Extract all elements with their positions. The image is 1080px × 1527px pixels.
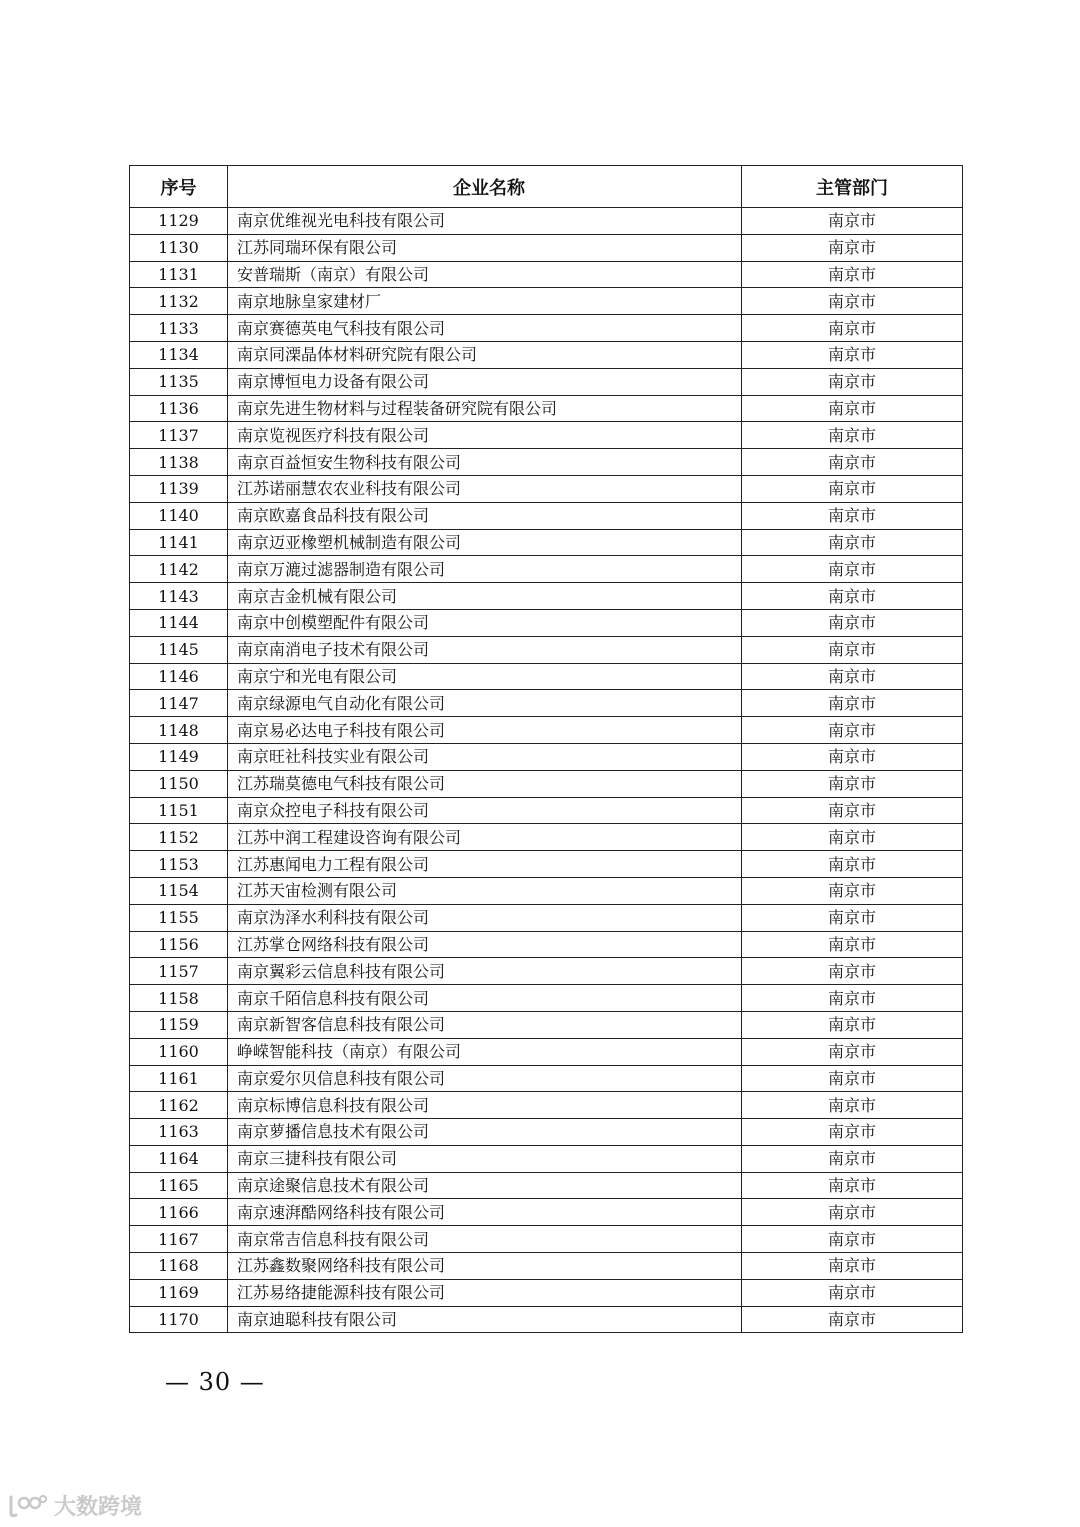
cell-company-name: 南京常吉信息科技有限公司 bbox=[228, 1226, 742, 1253]
cell-company-name: 峥嵘智能科技（南京）有限公司 bbox=[228, 1038, 742, 1065]
cell-department: 南京市 bbox=[742, 690, 963, 717]
cell-department: 南京市 bbox=[742, 985, 963, 1012]
table-row bbox=[130, 877, 963, 904]
table-row bbox=[130, 234, 963, 261]
cell-department: 南京市 bbox=[742, 1226, 963, 1253]
cell-serial-number: 1155 bbox=[130, 904, 228, 931]
cell-serial-number: 1168 bbox=[130, 1253, 228, 1280]
table-row bbox=[130, 315, 963, 342]
watermark bbox=[8, 1490, 142, 1521]
cell-company-name: 南京赛德英电气科技有限公司 bbox=[228, 315, 742, 342]
cell-company-name: 江苏瑞莫德电气科技有限公司 bbox=[228, 770, 742, 797]
table-row bbox=[130, 422, 963, 449]
header-department: 主管部门 bbox=[742, 166, 963, 208]
cell-department: 南京市 bbox=[742, 1253, 963, 1280]
table-row bbox=[130, 288, 963, 315]
cell-serial-number: 1161 bbox=[130, 1065, 228, 1092]
cell-department: 南京市 bbox=[742, 502, 963, 529]
cell-serial-number: 1132 bbox=[130, 288, 228, 315]
cell-department: 南京市 bbox=[742, 529, 963, 556]
cell-serial-number: 1138 bbox=[130, 449, 228, 476]
table-row bbox=[130, 1253, 963, 1280]
cell-company-name: 南京易必达电子科技有限公司 bbox=[228, 717, 742, 744]
table-row bbox=[130, 583, 963, 610]
cell-department: 南京市 bbox=[742, 1279, 963, 1306]
cell-department: 南京市 bbox=[742, 1199, 963, 1226]
cell-department: 南京市 bbox=[742, 931, 963, 958]
cell-department: 南京市 bbox=[742, 904, 963, 931]
cell-department: 南京市 bbox=[742, 1119, 963, 1146]
cell-company-name: 南京翼彩云信息科技有限公司 bbox=[228, 958, 742, 985]
table-row bbox=[130, 851, 963, 878]
page-number: — 30 — bbox=[165, 1368, 265, 1396]
watermark-text: 大数跨境 bbox=[54, 1495, 143, 1520]
cell-serial-number: 1146 bbox=[130, 663, 228, 690]
table-row bbox=[130, 1199, 963, 1226]
cell-department: 南京市 bbox=[742, 341, 963, 368]
table-row bbox=[130, 502, 963, 529]
cell-company-name: 江苏易络捷能源科技有限公司 bbox=[228, 1279, 742, 1306]
table-row bbox=[130, 475, 963, 502]
cell-serial-number: 1149 bbox=[130, 743, 228, 770]
table-row bbox=[130, 717, 963, 744]
cell-serial-number: 1134 bbox=[130, 341, 228, 368]
table-row bbox=[130, 636, 963, 663]
table-row bbox=[130, 609, 963, 636]
header-company-name: 企业名称 bbox=[228, 166, 742, 208]
cell-serial-number: 1136 bbox=[130, 395, 228, 422]
table-row bbox=[130, 556, 963, 583]
cell-company-name: 南京途聚信息技术有限公司 bbox=[228, 1172, 742, 1199]
cell-company-name: 南京同溧晶体材料研究院有限公司 bbox=[228, 341, 742, 368]
table-row bbox=[130, 931, 963, 958]
cell-department: 南京市 bbox=[742, 234, 963, 261]
cell-serial-number: 1140 bbox=[130, 502, 228, 529]
cell-department: 南京市 bbox=[742, 261, 963, 288]
cell-department: 南京市 bbox=[742, 1092, 963, 1119]
table-row bbox=[130, 663, 963, 690]
cell-department: 南京市 bbox=[742, 851, 963, 878]
cell-department: 南京市 bbox=[742, 315, 963, 342]
cell-serial-number: 1166 bbox=[130, 1199, 228, 1226]
cell-company-name: 南京众控电子科技有限公司 bbox=[228, 797, 742, 824]
table-row bbox=[130, 690, 963, 717]
cell-company-name: 江苏中润工程建设咨询有限公司 bbox=[228, 824, 742, 851]
cell-serial-number: 1129 bbox=[130, 208, 228, 235]
cell-company-name: 南京欧嘉食品科技有限公司 bbox=[228, 502, 742, 529]
cell-serial-number: 1150 bbox=[130, 770, 228, 797]
cell-department: 南京市 bbox=[742, 743, 963, 770]
cell-department: 南京市 bbox=[742, 958, 963, 985]
header-serial-number: 序号 bbox=[130, 166, 228, 208]
watermark-logo-icon bbox=[8, 1493, 48, 1519]
cell-company-name: 江苏掌仓网络科技有限公司 bbox=[228, 931, 742, 958]
cell-company-name: 南京迪聪科技有限公司 bbox=[228, 1306, 742, 1333]
cell-department: 南京市 bbox=[742, 609, 963, 636]
cell-company-name: 南京萝播信息技术有限公司 bbox=[228, 1119, 742, 1146]
table-row bbox=[130, 1092, 963, 1119]
table-row bbox=[130, 1038, 963, 1065]
cell-company-name: 南京沩泽水利科技有限公司 bbox=[228, 904, 742, 931]
cell-department: 南京市 bbox=[742, 422, 963, 449]
cell-serial-number: 1164 bbox=[130, 1145, 228, 1172]
cell-department: 南京市 bbox=[742, 556, 963, 583]
cell-serial-number: 1137 bbox=[130, 422, 228, 449]
cell-department: 南京市 bbox=[742, 475, 963, 502]
cell-department: 南京市 bbox=[742, 717, 963, 744]
cell-department: 南京市 bbox=[742, 208, 963, 235]
cell-department: 南京市 bbox=[742, 288, 963, 315]
table-row bbox=[130, 958, 963, 985]
table-row bbox=[130, 449, 963, 476]
cell-serial-number: 1162 bbox=[130, 1092, 228, 1119]
cell-serial-number: 1133 bbox=[130, 315, 228, 342]
cell-serial-number: 1139 bbox=[130, 475, 228, 502]
table-row bbox=[130, 395, 963, 422]
cell-serial-number: 1143 bbox=[130, 583, 228, 610]
cell-serial-number: 1130 bbox=[130, 234, 228, 261]
cell-serial-number: 1147 bbox=[130, 690, 228, 717]
cell-serial-number: 1142 bbox=[130, 556, 228, 583]
cell-serial-number: 1145 bbox=[130, 636, 228, 663]
cell-serial-number: 1154 bbox=[130, 877, 228, 904]
cell-company-name: 南京宁和光电有限公司 bbox=[228, 663, 742, 690]
table-row bbox=[130, 529, 963, 556]
cell-company-name: 南京标博信息科技有限公司 bbox=[228, 1092, 742, 1119]
cell-department: 南京市 bbox=[742, 1038, 963, 1065]
cell-company-name: 南京旺社科技实业有限公司 bbox=[228, 743, 742, 770]
cell-department: 南京市 bbox=[742, 1065, 963, 1092]
cell-company-name: 江苏惠闻电力工程有限公司 bbox=[228, 851, 742, 878]
cell-serial-number: 1163 bbox=[130, 1119, 228, 1146]
cell-serial-number: 1157 bbox=[130, 958, 228, 985]
cell-department: 南京市 bbox=[742, 368, 963, 395]
table-row bbox=[130, 1172, 963, 1199]
cell-department: 南京市 bbox=[742, 583, 963, 610]
table-row bbox=[130, 797, 963, 824]
cell-serial-number: 1167 bbox=[130, 1226, 228, 1253]
cell-company-name: 南京吉金机械有限公司 bbox=[228, 583, 742, 610]
cell-company-name: 南京南消电子技术有限公司 bbox=[228, 636, 742, 663]
cell-department: 南京市 bbox=[742, 824, 963, 851]
table-body bbox=[130, 208, 963, 1333]
table-row bbox=[130, 208, 963, 235]
table-header-row bbox=[130, 166, 963, 208]
table-row bbox=[130, 904, 963, 931]
cell-serial-number: 1159 bbox=[130, 1011, 228, 1038]
cell-department: 南京市 bbox=[742, 636, 963, 663]
cell-department: 南京市 bbox=[742, 449, 963, 476]
cell-department: 南京市 bbox=[742, 663, 963, 690]
cell-department: 南京市 bbox=[742, 797, 963, 824]
enterprise-table bbox=[129, 165, 963, 1333]
cell-company-name: 南京三捷科技有限公司 bbox=[228, 1145, 742, 1172]
cell-company-name: 南京百益恒安生物科技有限公司 bbox=[228, 449, 742, 476]
cell-company-name: 南京地脉皇家建材厂 bbox=[228, 288, 742, 315]
cell-company-name: 南京速湃酷网络科技有限公司 bbox=[228, 1199, 742, 1226]
cell-department: 南京市 bbox=[742, 1306, 963, 1333]
table-row bbox=[130, 770, 963, 797]
cell-company-name: 南京优维视光电科技有限公司 bbox=[228, 208, 742, 235]
cell-serial-number: 1151 bbox=[130, 797, 228, 824]
cell-serial-number: 1169 bbox=[130, 1279, 228, 1306]
table-row bbox=[130, 1011, 963, 1038]
cell-company-name: 南京中创模塑配件有限公司 bbox=[228, 609, 742, 636]
cell-department: 南京市 bbox=[742, 1172, 963, 1199]
table-row bbox=[130, 1145, 963, 1172]
cell-department: 南京市 bbox=[742, 1011, 963, 1038]
cell-company-name: 江苏鑫数聚网络科技有限公司 bbox=[228, 1253, 742, 1280]
cell-company-name: 南京新智客信息科技有限公司 bbox=[228, 1011, 742, 1038]
cell-department: 南京市 bbox=[742, 877, 963, 904]
cell-serial-number: 1131 bbox=[130, 261, 228, 288]
cell-company-name: 南京先进生物材料与过程装备研究院有限公司 bbox=[228, 395, 742, 422]
cell-department: 南京市 bbox=[742, 395, 963, 422]
cell-department: 南京市 bbox=[742, 1145, 963, 1172]
cell-serial-number: 1165 bbox=[130, 1172, 228, 1199]
cell-serial-number: 1153 bbox=[130, 851, 228, 878]
cell-company-name: 南京迈亚橡塑机械制造有限公司 bbox=[228, 529, 742, 556]
table-row bbox=[130, 1119, 963, 1146]
table-row bbox=[130, 824, 963, 851]
cell-serial-number: 1152 bbox=[130, 824, 228, 851]
cell-serial-number: 1144 bbox=[130, 609, 228, 636]
table-row bbox=[130, 743, 963, 770]
cell-serial-number: 1156 bbox=[130, 931, 228, 958]
cell-department: 南京市 bbox=[742, 770, 963, 797]
table-row bbox=[130, 261, 963, 288]
table-row bbox=[130, 985, 963, 1012]
cell-serial-number: 1170 bbox=[130, 1306, 228, 1333]
cell-serial-number: 1158 bbox=[130, 985, 228, 1012]
table-row bbox=[130, 1306, 963, 1333]
cell-company-name: 江苏诺丽慧农农业科技有限公司 bbox=[228, 475, 742, 502]
table-row bbox=[130, 1279, 963, 1306]
cell-serial-number: 1135 bbox=[130, 368, 228, 395]
cell-company-name: 南京万漉过滤器制造有限公司 bbox=[228, 556, 742, 583]
cell-company-name: 江苏同瑞环保有限公司 bbox=[228, 234, 742, 261]
cell-company-name: 南京绿源电气自动化有限公司 bbox=[228, 690, 742, 717]
cell-serial-number: 1148 bbox=[130, 717, 228, 744]
table-row bbox=[130, 1065, 963, 1092]
cell-serial-number: 1160 bbox=[130, 1038, 228, 1065]
table-row bbox=[130, 341, 963, 368]
cell-company-name: 南京览视医疗科技有限公司 bbox=[228, 422, 742, 449]
cell-company-name: 江苏天宙检测有限公司 bbox=[228, 877, 742, 904]
cell-company-name: 南京千陌信息科技有限公司 bbox=[228, 985, 742, 1012]
cell-company-name: 南京爱尔贝信息科技有限公司 bbox=[228, 1065, 742, 1092]
table-row bbox=[130, 1226, 963, 1253]
cell-company-name: 安普瑞斯（南京）有限公司 bbox=[228, 261, 742, 288]
cell-company-name: 南京博恒电力设备有限公司 bbox=[228, 368, 742, 395]
table-row bbox=[130, 368, 963, 395]
cell-serial-number: 1141 bbox=[130, 529, 228, 556]
